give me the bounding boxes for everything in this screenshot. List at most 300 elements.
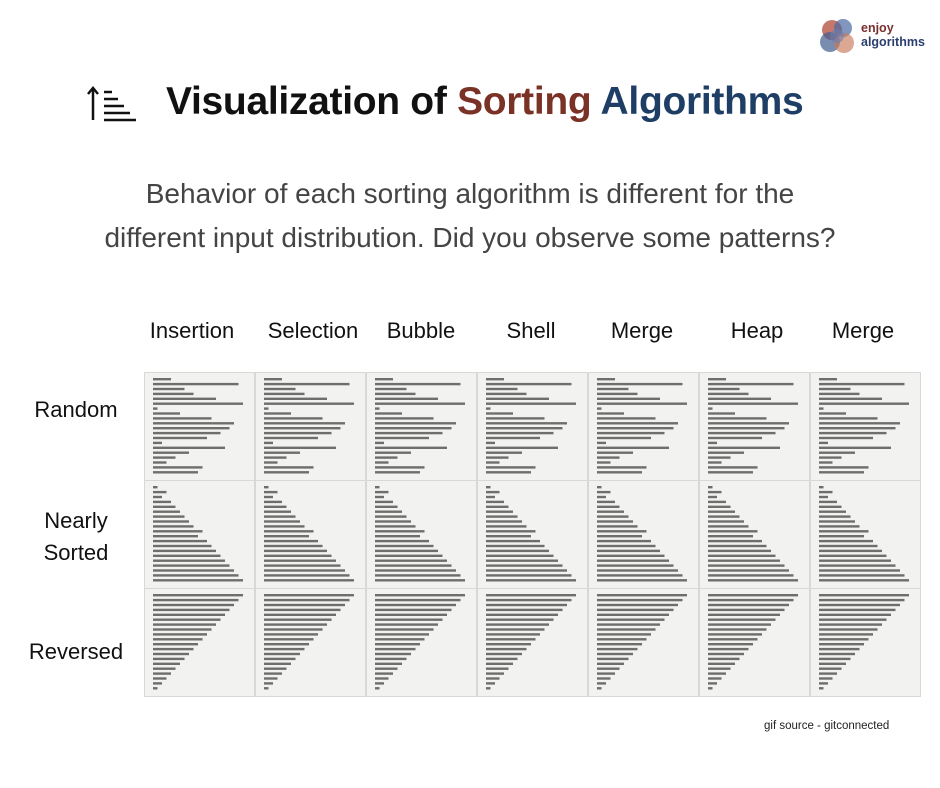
column-header-merge-2: Merge bbox=[831, 318, 895, 343]
bar bbox=[597, 540, 651, 542]
bar bbox=[375, 672, 393, 674]
sort-ascending-icon bbox=[86, 84, 138, 124]
bar bbox=[375, 496, 384, 498]
bar bbox=[597, 511, 624, 513]
bar bbox=[819, 393, 860, 395]
bar bbox=[153, 648, 194, 650]
bar bbox=[708, 560, 780, 562]
bar bbox=[153, 447, 225, 449]
title-part-3: Algorithms bbox=[591, 80, 804, 123]
bar bbox=[597, 619, 665, 621]
bar bbox=[375, 456, 398, 458]
bar bbox=[153, 422, 234, 424]
bar bbox=[597, 471, 642, 473]
bar bbox=[819, 511, 846, 513]
bar bbox=[819, 530, 869, 532]
bar bbox=[708, 378, 726, 380]
bar bbox=[375, 398, 438, 400]
sort-frame-reversed-3 bbox=[367, 589, 476, 696]
bar bbox=[264, 579, 354, 581]
bar bbox=[597, 452, 633, 454]
bar bbox=[708, 663, 735, 665]
bar bbox=[375, 486, 380, 488]
logo-mark-icon bbox=[818, 16, 862, 60]
title-part-2: Sorting bbox=[457, 80, 592, 123]
bar bbox=[486, 623, 549, 625]
bar bbox=[375, 412, 402, 414]
bar bbox=[708, 599, 794, 601]
bar bbox=[153, 628, 212, 630]
bar bbox=[597, 594, 687, 596]
bar bbox=[486, 407, 491, 409]
bar bbox=[597, 407, 602, 409]
bar bbox=[708, 619, 776, 621]
bar bbox=[264, 515, 296, 517]
bar bbox=[153, 520, 189, 522]
bar bbox=[597, 501, 615, 503]
logo-text bbox=[861, 21, 925, 49]
bar bbox=[486, 564, 563, 566]
bar bbox=[819, 412, 846, 414]
bar bbox=[819, 501, 837, 503]
bar bbox=[708, 574, 794, 576]
bar bbox=[153, 609, 230, 611]
bar bbox=[375, 555, 443, 557]
bar bbox=[708, 486, 713, 488]
bar bbox=[264, 643, 309, 645]
bar bbox=[375, 687, 380, 689]
bar bbox=[486, 579, 576, 581]
bar bbox=[264, 471, 309, 473]
bar bbox=[153, 638, 203, 640]
bar bbox=[375, 614, 447, 616]
bar bbox=[819, 461, 833, 463]
subtitle-line-2: different input distribution. Did you observe some patterns? bbox=[104, 222, 836, 253]
sort-frame-random-5 bbox=[589, 373, 698, 480]
bar bbox=[375, 491, 389, 493]
bar bbox=[708, 564, 785, 566]
bar bbox=[375, 560, 447, 562]
bar bbox=[264, 623, 327, 625]
bar bbox=[708, 653, 744, 655]
bar bbox=[264, 461, 278, 463]
bar bbox=[375, 579, 465, 581]
subtitle-line-1: Behavior of each sorting algorithm is different for the bbox=[145, 178, 795, 209]
bar bbox=[264, 633, 318, 635]
bar bbox=[708, 417, 767, 419]
bar bbox=[708, 677, 722, 679]
sort-frame-reversed-1 bbox=[145, 589, 254, 696]
bar bbox=[375, 663, 402, 665]
bar bbox=[597, 599, 683, 601]
bar bbox=[264, 648, 305, 650]
bar bbox=[375, 530, 425, 532]
bar bbox=[597, 496, 606, 498]
logo-line-1: enjoy bbox=[861, 21, 894, 35]
bar bbox=[708, 648, 749, 650]
bar bbox=[375, 442, 384, 444]
bar bbox=[486, 594, 576, 596]
bar bbox=[264, 388, 296, 390]
bar bbox=[708, 520, 744, 522]
column-header-selection: Selection bbox=[267, 318, 359, 343]
bar bbox=[264, 687, 269, 689]
bar bbox=[819, 486, 824, 488]
bar bbox=[264, 520, 300, 522]
bar bbox=[486, 506, 509, 508]
bar bbox=[819, 560, 891, 562]
enjoy-algorithms-logo bbox=[818, 16, 938, 60]
bar bbox=[708, 383, 794, 385]
bar bbox=[153, 388, 185, 390]
bar bbox=[264, 682, 273, 684]
bar bbox=[819, 687, 824, 689]
bar bbox=[708, 682, 717, 684]
row-label-nearly-sorted bbox=[12, 505, 140, 569]
bar bbox=[486, 442, 495, 444]
row-label-line: Random bbox=[34, 397, 118, 422]
bar bbox=[153, 461, 167, 463]
bar bbox=[264, 540, 318, 542]
bar bbox=[375, 466, 425, 468]
bar bbox=[264, 452, 300, 454]
bar bbox=[264, 555, 332, 557]
bar bbox=[153, 677, 167, 679]
bar bbox=[708, 491, 722, 493]
bar bbox=[375, 594, 465, 596]
bar bbox=[819, 653, 855, 655]
bar bbox=[819, 628, 878, 630]
bar bbox=[264, 653, 300, 655]
column-header-merge: Merge bbox=[610, 318, 674, 343]
bar bbox=[486, 569, 567, 571]
bar bbox=[264, 417, 323, 419]
bar bbox=[597, 530, 647, 532]
column-header-heap: Heap bbox=[730, 318, 784, 343]
bar bbox=[708, 466, 758, 468]
bar bbox=[819, 648, 860, 650]
bar bbox=[819, 447, 891, 449]
bar bbox=[375, 471, 420, 473]
bar bbox=[264, 486, 269, 488]
bar bbox=[597, 535, 642, 537]
bar bbox=[597, 643, 642, 645]
sort-frame-reversed-7 bbox=[811, 589, 920, 696]
bar bbox=[153, 471, 198, 473]
sort-frame-reversed-6 bbox=[700, 589, 809, 696]
bar bbox=[597, 383, 683, 385]
bar bbox=[819, 609, 896, 611]
bar bbox=[486, 550, 549, 552]
bar bbox=[597, 525, 638, 527]
bar bbox=[708, 403, 798, 405]
row-label-random bbox=[12, 394, 140, 426]
bar bbox=[264, 407, 269, 409]
bar bbox=[264, 550, 327, 552]
bar bbox=[708, 604, 789, 606]
bar bbox=[264, 619, 332, 621]
bar bbox=[153, 378, 171, 380]
bar bbox=[819, 623, 882, 625]
bar bbox=[486, 432, 554, 434]
bar bbox=[486, 491, 500, 493]
bar bbox=[375, 599, 461, 601]
bar bbox=[708, 506, 731, 508]
bar bbox=[486, 633, 540, 635]
bar bbox=[264, 599, 350, 601]
bar bbox=[708, 594, 798, 596]
bar bbox=[486, 501, 504, 503]
sort-frame-nearly-sorted-2 bbox=[256, 481, 365, 588]
bar bbox=[819, 569, 900, 571]
bar bbox=[819, 378, 837, 380]
bar bbox=[153, 501, 171, 503]
bar bbox=[375, 648, 416, 650]
bar bbox=[819, 545, 878, 547]
sort-frame-reversed-4 bbox=[478, 589, 587, 696]
bar bbox=[708, 398, 771, 400]
bar bbox=[153, 486, 158, 488]
bar bbox=[708, 569, 789, 571]
bar bbox=[819, 520, 855, 522]
title-part-1: Visualization of bbox=[166, 80, 458, 123]
bar bbox=[708, 456, 731, 458]
bar bbox=[375, 569, 456, 571]
bar bbox=[597, 663, 624, 665]
bar bbox=[819, 471, 864, 473]
bar bbox=[708, 579, 798, 581]
bar bbox=[708, 633, 762, 635]
bar bbox=[375, 403, 465, 405]
bar bbox=[375, 452, 411, 454]
bar bbox=[486, 427, 563, 429]
bar bbox=[153, 687, 158, 689]
bar bbox=[264, 403, 354, 405]
bar bbox=[486, 614, 558, 616]
bar bbox=[153, 417, 212, 419]
bar bbox=[708, 452, 744, 454]
bar bbox=[708, 668, 731, 670]
bar bbox=[819, 672, 837, 674]
bar bbox=[708, 447, 780, 449]
bar bbox=[708, 442, 717, 444]
bar bbox=[708, 550, 771, 552]
bar bbox=[597, 623, 660, 625]
bar bbox=[486, 609, 563, 611]
bar bbox=[708, 471, 753, 473]
bar bbox=[708, 393, 749, 395]
bar bbox=[264, 530, 314, 532]
bar bbox=[819, 442, 828, 444]
bar bbox=[375, 501, 393, 503]
bar bbox=[486, 638, 536, 640]
bar bbox=[153, 427, 230, 429]
bar bbox=[486, 412, 513, 414]
bar bbox=[153, 550, 216, 552]
bar bbox=[486, 486, 491, 488]
row-label-line: Reversed bbox=[28, 639, 124, 664]
bar bbox=[153, 383, 239, 385]
bar bbox=[486, 682, 495, 684]
bar bbox=[264, 614, 336, 616]
bar bbox=[819, 668, 842, 670]
bar bbox=[153, 540, 207, 542]
bar bbox=[486, 555, 554, 557]
bar bbox=[486, 403, 576, 405]
sort-frame-random-1 bbox=[145, 373, 254, 480]
bar bbox=[708, 555, 776, 557]
bar bbox=[264, 564, 341, 566]
bar bbox=[153, 393, 194, 395]
bar bbox=[264, 511, 291, 513]
bar bbox=[819, 515, 851, 517]
sort-frame-random-7 bbox=[811, 373, 920, 480]
bar bbox=[153, 619, 221, 621]
bar bbox=[264, 422, 345, 424]
bar bbox=[708, 614, 780, 616]
bar bbox=[375, 623, 438, 625]
bar bbox=[597, 555, 665, 557]
bar bbox=[375, 388, 407, 390]
bar bbox=[153, 663, 180, 665]
logo-line-2: algorithms bbox=[861, 35, 925, 49]
bar bbox=[708, 412, 735, 414]
bar bbox=[708, 432, 776, 434]
bar bbox=[153, 574, 239, 576]
bar bbox=[597, 466, 647, 468]
bar bbox=[153, 668, 176, 670]
bar bbox=[597, 550, 660, 552]
bar bbox=[819, 535, 864, 537]
bar bbox=[486, 658, 518, 660]
bar bbox=[375, 525, 416, 527]
bar bbox=[597, 614, 669, 616]
bar bbox=[486, 599, 572, 601]
bar bbox=[597, 560, 669, 562]
bar bbox=[486, 653, 522, 655]
bar bbox=[597, 687, 602, 689]
bar bbox=[153, 658, 185, 660]
sort-frame-reversed-5 bbox=[589, 589, 698, 696]
sort-frame-nearly-sorted-1 bbox=[145, 481, 254, 588]
bar bbox=[597, 545, 656, 547]
bar bbox=[375, 574, 461, 576]
bar bbox=[486, 456, 509, 458]
bar bbox=[153, 599, 239, 601]
bar bbox=[708, 530, 758, 532]
bar bbox=[597, 569, 678, 571]
bar bbox=[486, 535, 531, 537]
bar bbox=[597, 506, 620, 508]
bar bbox=[264, 442, 273, 444]
bar bbox=[597, 658, 629, 660]
bar bbox=[486, 530, 536, 532]
bar bbox=[486, 574, 572, 576]
sort-frame-random-4 bbox=[478, 373, 587, 480]
bar bbox=[597, 638, 647, 640]
bar bbox=[819, 643, 864, 645]
bar bbox=[597, 432, 665, 434]
bar bbox=[375, 628, 434, 630]
subtitle bbox=[0, 172, 940, 260]
bar bbox=[819, 555, 887, 557]
bar bbox=[486, 677, 500, 679]
bar bbox=[264, 506, 287, 508]
bar bbox=[153, 594, 243, 596]
bar bbox=[597, 564, 674, 566]
bar bbox=[819, 491, 833, 493]
bar bbox=[375, 461, 389, 463]
sort-frame-reversed-2 bbox=[256, 589, 365, 696]
bar bbox=[264, 398, 327, 400]
bar bbox=[375, 515, 407, 517]
bar bbox=[708, 535, 753, 537]
bar bbox=[486, 663, 513, 665]
bar bbox=[153, 672, 171, 674]
bar bbox=[708, 609, 785, 611]
bar bbox=[153, 506, 176, 508]
bar bbox=[486, 687, 491, 689]
bar bbox=[819, 638, 869, 640]
bar bbox=[819, 437, 873, 439]
bar bbox=[153, 643, 198, 645]
bar bbox=[597, 388, 629, 390]
bar bbox=[819, 388, 851, 390]
bar bbox=[486, 388, 518, 390]
bar bbox=[375, 643, 420, 645]
bar bbox=[708, 638, 758, 640]
sort-frame-nearly-sorted-5 bbox=[589, 481, 698, 588]
bar bbox=[375, 564, 452, 566]
bar bbox=[375, 609, 452, 611]
bar bbox=[597, 393, 638, 395]
bar bbox=[819, 633, 873, 635]
bar bbox=[819, 398, 882, 400]
bar bbox=[264, 560, 336, 562]
column-header-shell: Shell bbox=[506, 318, 556, 343]
bar bbox=[597, 461, 611, 463]
bar bbox=[597, 672, 615, 674]
bar bbox=[819, 506, 842, 508]
bar bbox=[819, 604, 900, 606]
bar bbox=[264, 456, 287, 458]
bar bbox=[153, 515, 185, 517]
bar bbox=[153, 569, 234, 571]
bar bbox=[819, 619, 887, 621]
bar bbox=[375, 378, 393, 380]
bar bbox=[597, 378, 615, 380]
bar bbox=[264, 383, 350, 385]
bar bbox=[264, 663, 291, 665]
bar bbox=[597, 447, 669, 449]
bar bbox=[153, 398, 216, 400]
bar bbox=[819, 422, 900, 424]
bar bbox=[153, 653, 189, 655]
bar bbox=[597, 653, 633, 655]
bar bbox=[486, 437, 540, 439]
bar bbox=[153, 564, 230, 566]
bar bbox=[819, 540, 873, 542]
bar bbox=[597, 422, 678, 424]
bar bbox=[486, 520, 522, 522]
bar bbox=[153, 623, 216, 625]
bar bbox=[597, 437, 651, 439]
sort-frame-nearly-sorted-4 bbox=[478, 481, 587, 588]
bar bbox=[486, 604, 567, 606]
bar bbox=[264, 604, 345, 606]
bar bbox=[486, 643, 531, 645]
bar bbox=[708, 427, 785, 429]
